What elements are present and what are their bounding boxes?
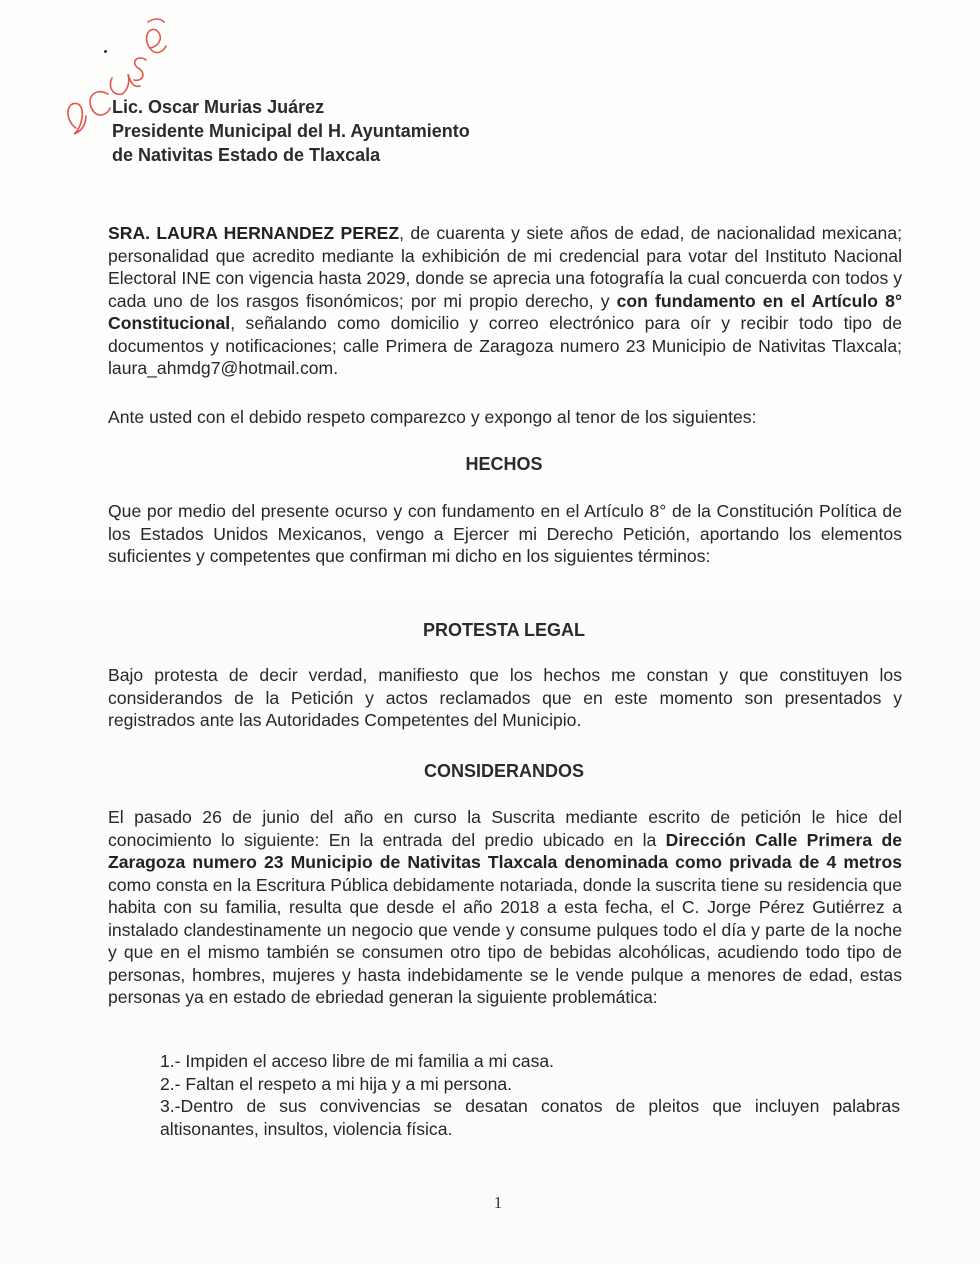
ante-paragraph: Ante usted con el debido respeto comparezco y expongo al tenor de los siguientes: (108, 407, 757, 427)
intro-legal-basis: con fundamento en el Artículo 8° Constitucional (108, 290, 902, 333)
intro-paragraph (108, 222, 902, 380)
hechos-paragraph: Que por medio del presente ocurso y con fundamento en el Artículo 8° de la Constitución Política de los Estados Unidos Mexicanos, vengo a Ejercer mi Derecho Petición, aportando los elementos suficientes y competentes que confirman mi dicho en los siguientes términos: (108, 501, 902, 566)
considerandos-heading: CONSIDERANDOS (423, 761, 584, 781)
list-item: 2.- Faltan el respeto a mi hija y a mi persona. (160, 1073, 513, 1094)
protesta-heading: PROTESTA LEGAL (423, 620, 585, 640)
list-item: 1.- Impiden el acceso libre de mi familia a mi casa. (160, 1051, 555, 1071)
list-item: 3.-Dentro de sus convivencias se desatan conatos de pleitos que incluyen palabras altisonantes, insultos, violencia física. (160, 1096, 900, 1139)
intro-text-a: , de cuarenta y siete años de edad, de nacionalidad mexicana; personalidad que acredito mediante la exhibición de mi credencial para votar del Instituto Nacional Electoral INE con vigencia hasta 2029, donde se aprecia una fotografía la cual concuerda con todos y cada uno de los rasgos fisonómicos; por mi propio derecho, y (108, 223, 902, 311)
intro-text-c: , señalando como domicilio y correo electrónico para oír y recibir todo tipo de documentos y notificaciones; calle Primera de Zaragoza numero 23 Municipio de Nativitas Tlaxcala; laura_ahmdg7@hotmail.com. (108, 313, 902, 378)
protesta-paragraph: Bajo protesta de decir verdad, manifiesto que los hechos me constan y que constituyen los considerandos de la Petición y actos reclamados que en este momento son presentados y registrados ante las Autoridades Competentes del Municipio. (108, 665, 902, 730)
considerandos-paragraph (108, 806, 902, 1009)
ink-dot (104, 50, 107, 53)
considerandos-text-c: como consta en la Escritura Pública debidamente notariada, donde la suscrita tiene su residencia que habita con su familia, resulta que desde el año 2018 a esta fecha, el C. Jorge Pérez Gutiérrez a instalado clandestinamente un negocio que vende y consume pulques todo el día y parte de la noche y que en el mismo también se consumen otro tipo de bebidas alcohólicas, acudiendo todo tipo de personas, hombres, mujeres y hasta indebidamente se le vende pulque a menores de edad, estas personas ya en estado de ebriedad generan la siguiente problemática: (108, 874, 902, 1007)
hechos-heading: HECHOS (465, 454, 543, 474)
problems-list (160, 1050, 900, 1140)
page-number: 1 (493, 1193, 503, 1212)
considerandos-text-a: El pasado 26 de junio del año en curso la Suscrita mediante escrito de petición le hice del conocimiento lo siguiente: En la entrada del predio ubicado en la (108, 807, 902, 850)
petitioner-name: SRA. LAURA HERNANDEZ PEREZ (108, 223, 400, 243)
addressee-block (112, 95, 592, 167)
considerandos-address: Dirección Calle Primera de Zaragoza numero 23 Municipio de Nativitas Tlaxcala denominada como privada de 4 metros (108, 829, 902, 872)
addressee-name: Lic. Oscar Murias Juárez (112, 97, 325, 117)
addressee-title: Presidente Municipal del H. Ayuntamiento (112, 121, 470, 141)
addressee-location: de Nativitas Estado de Tlaxcala (112, 145, 381, 165)
